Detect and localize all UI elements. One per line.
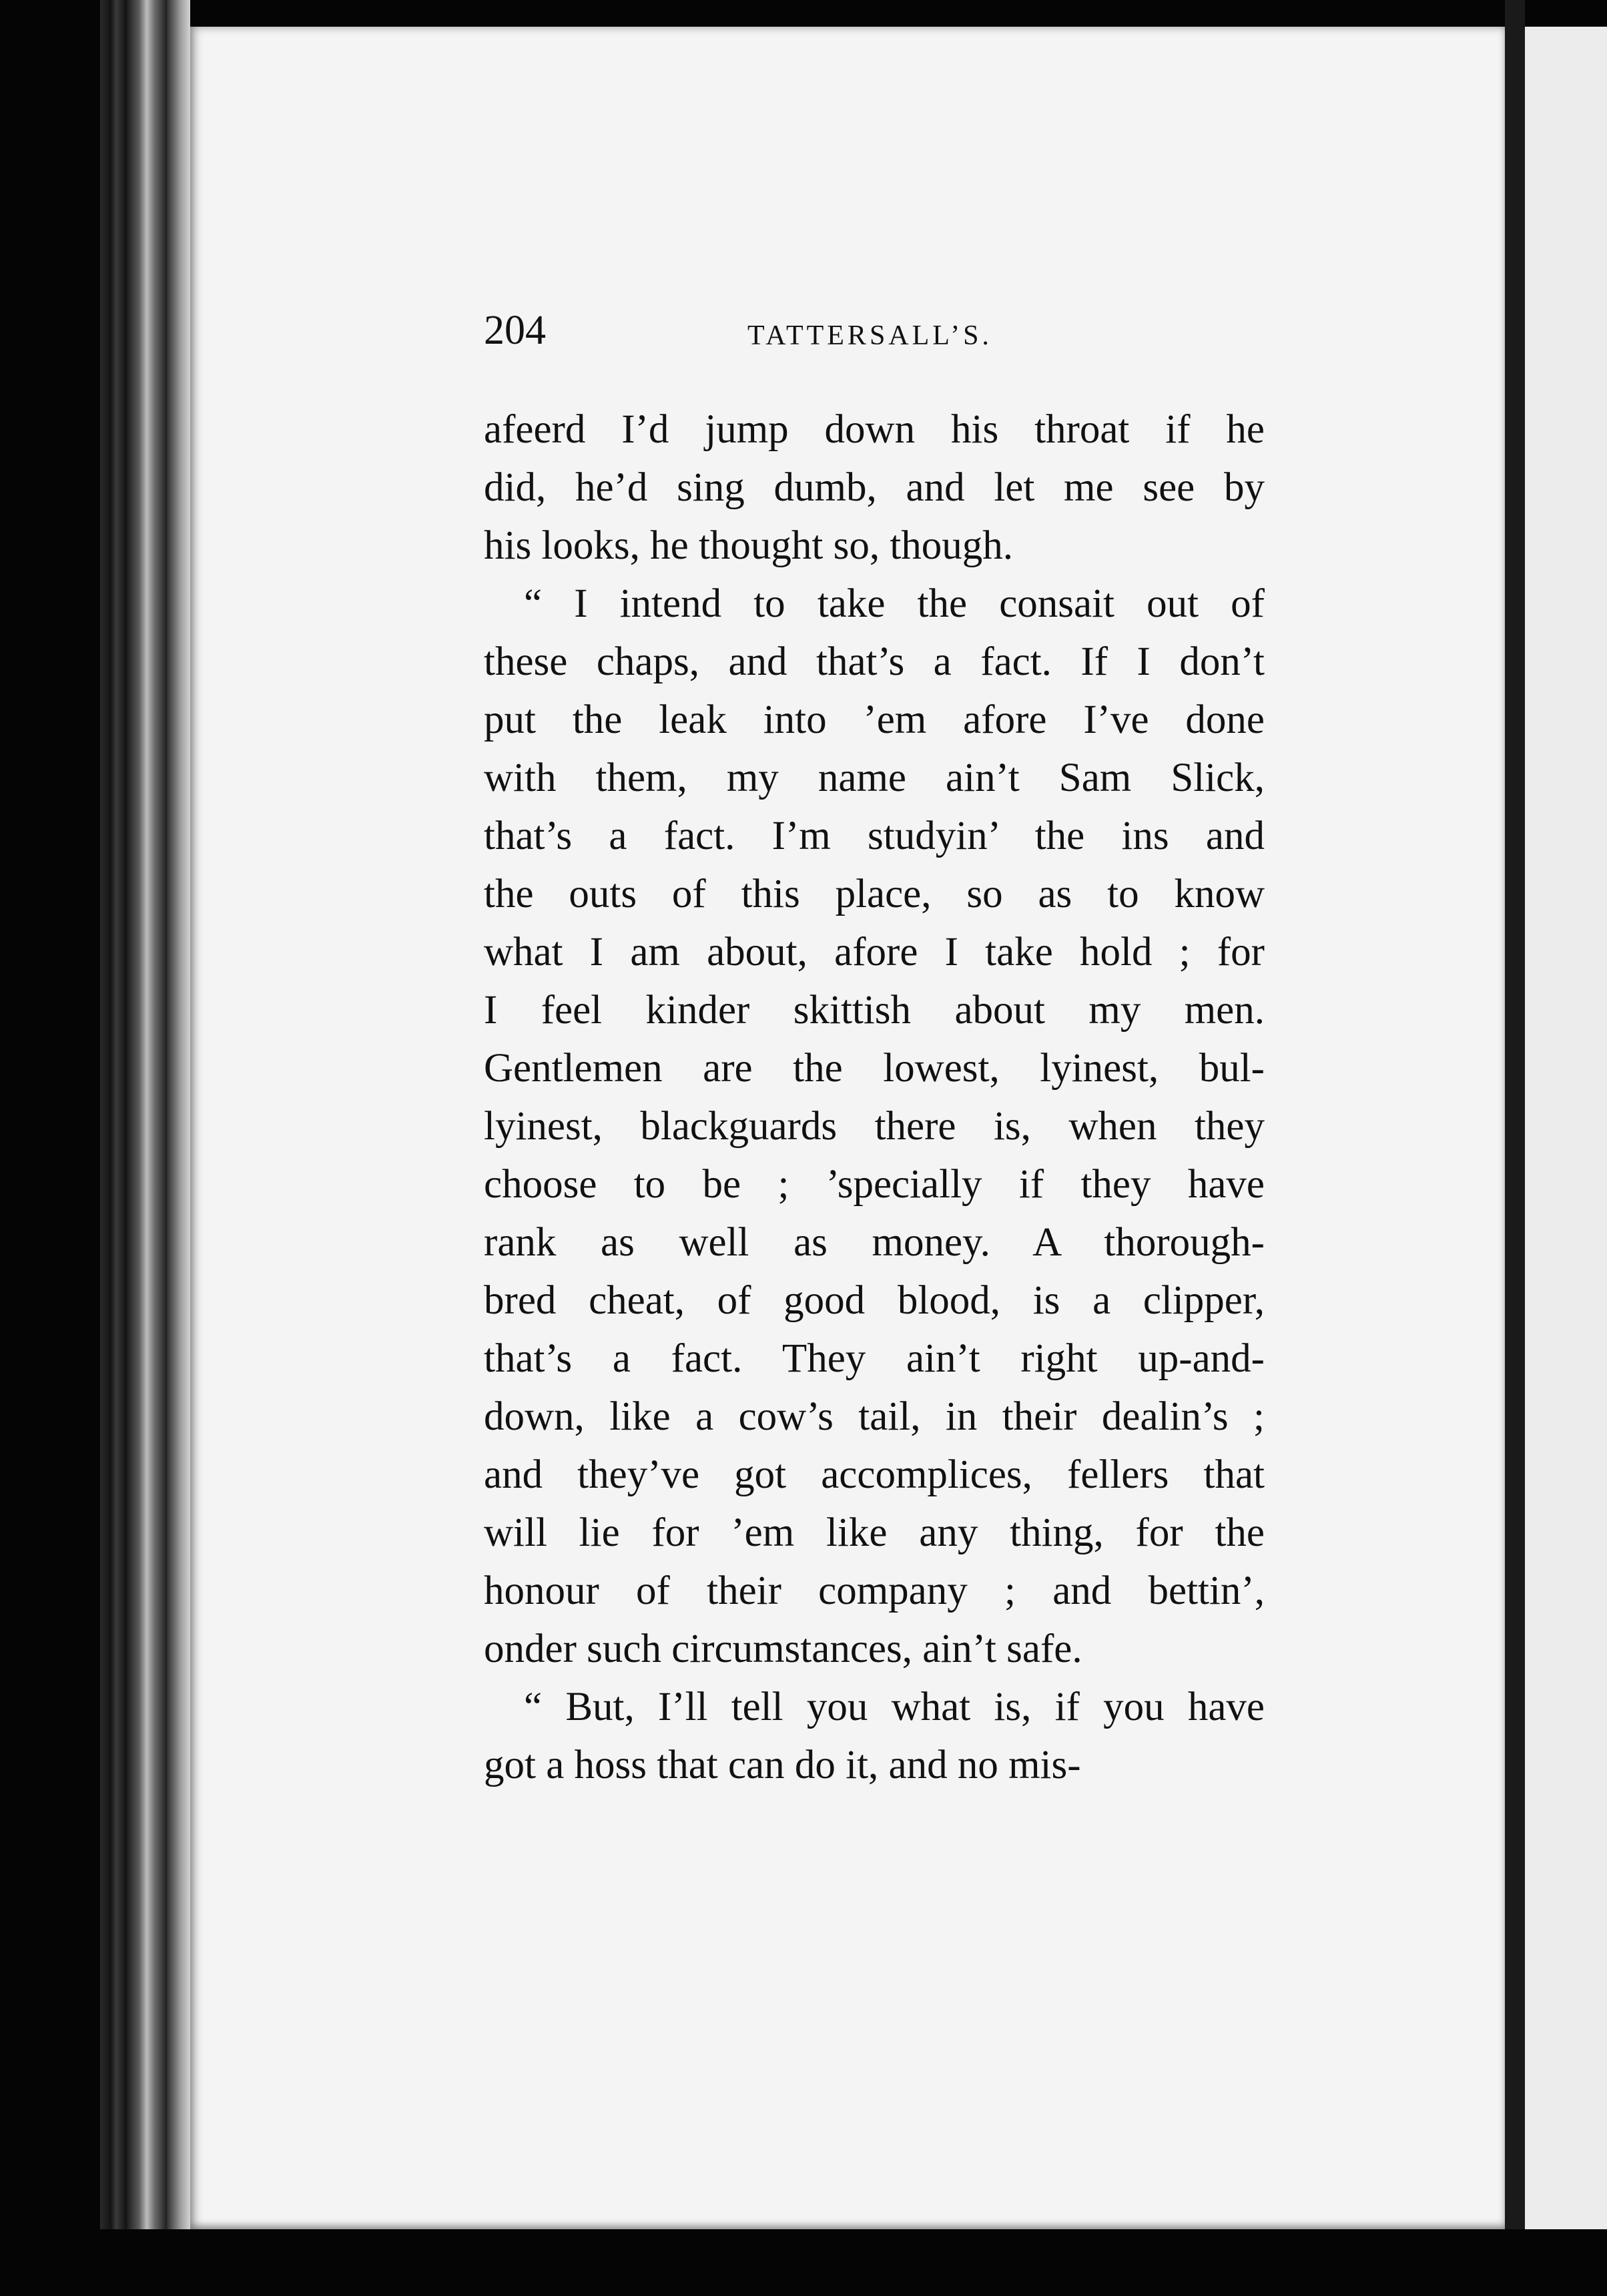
text-line: rank as well as money. A thorough- [484, 1220, 1265, 1265]
text-line: with them, my name ain’t Sam Slick, [484, 756, 1265, 800]
book-edge-strip [127, 0, 167, 2296]
text-line: that’s a fact. I’m studyin’ the ins and [484, 814, 1265, 858]
text-line: his looks, he thought so, though. [484, 523, 1014, 568]
text-line: “ I intend to take the consait out of [524, 581, 1265, 626]
running-title: TATTERSALL’S. [747, 320, 992, 351]
text-line: the outs of this place, so as to know [484, 872, 1265, 916]
running-head [484, 304, 1258, 357]
text-line: lyinest, blackguards there is, when they [484, 1104, 1265, 1149]
text-line: put the leak into ’em afore I’ve done [484, 697, 1265, 742]
paragraph [484, 575, 1265, 1678]
text-line: these chaps, and that’s a fact. If I don’t [484, 639, 1265, 684]
text-line: Gentlemen are the lowest, lyinest, bul- [484, 1046, 1265, 1091]
text-line: afeerd I’d jump down his throat if he [484, 407, 1265, 452]
text-line: and they’ve got accomplices, fellers that [484, 1452, 1265, 1497]
text-line: “ But, I’ll tell you what is, if you have [524, 1685, 1265, 1729]
text-line: onder such circumstances, ain’t safe. [484, 1627, 1082, 1671]
scan-border-bottom [0, 2229, 1607, 2296]
facing-page-edge [1525, 27, 1607, 2229]
book-edge-strip [167, 0, 194, 2296]
text-line: did, he’d sing dumb, and let me see by [484, 465, 1265, 510]
body-text [484, 400, 1265, 1794]
paragraph [484, 1678, 1265, 1794]
text-line: I feel kinder skittish about my men. [484, 988, 1265, 1033]
text-line: down, like a cow’s tail, in their dealin’s ; [484, 1394, 1265, 1439]
book-edge-dark [0, 0, 100, 2296]
book-edge-strip [100, 0, 127, 2296]
text-line: will lie for ’em like any thing, for the [484, 1510, 1265, 1555]
paragraph [484, 400, 1265, 575]
text-line: that’s a fact. They ain’t right up-and- [484, 1336, 1265, 1381]
text-line: bred cheat, of good blood, is a clipper, [484, 1278, 1265, 1323]
text-line: what I am about, afore I take hold ; for [484, 930, 1265, 974]
page-number: 204 [484, 308, 546, 353]
text-line: choose to be ; ’specially if they have [484, 1162, 1265, 1207]
gutter-shadow [1505, 0, 1525, 2296]
scan-border-top [190, 0, 1607, 27]
text-line: honour of their company ; and bettin’, [484, 1568, 1265, 1613]
text-line: got a hoss that can do it, and no mis- [484, 1743, 1081, 1787]
